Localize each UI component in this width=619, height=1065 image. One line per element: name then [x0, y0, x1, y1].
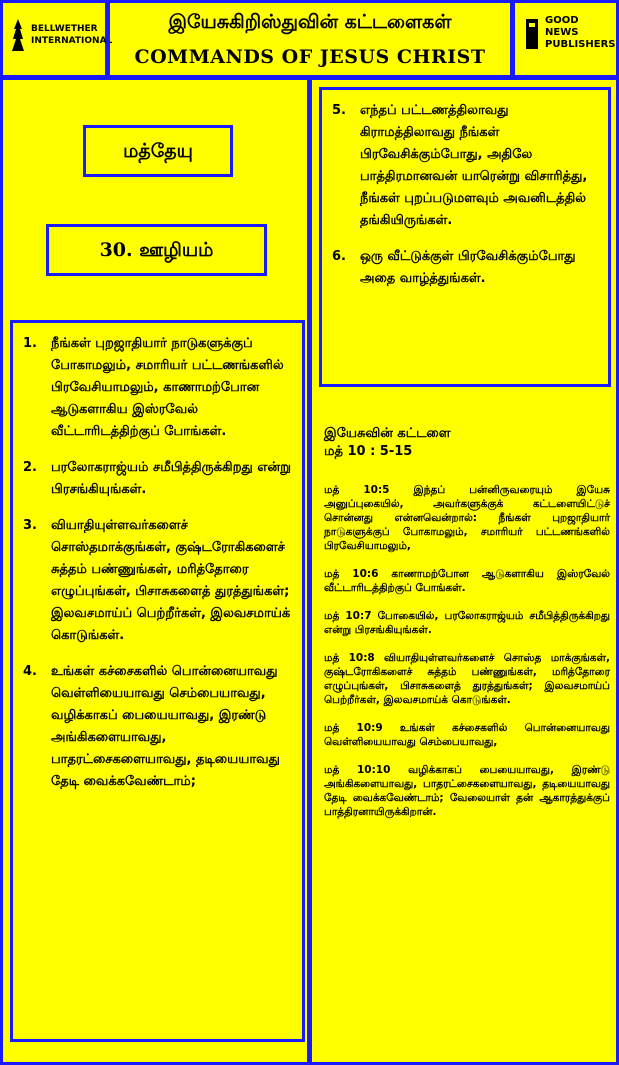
verse-text: மத் 10:6 காணாமற்போன ஆடுகளாகிய இஸ்ரவேல் வீட்டாரிடத்திற்குப் போங்கள்.: [324, 568, 610, 594]
command-item: 2. பரலோகராஜ்யம் சமீபித்திருக்கிறது என்று பிரசங்கியுங்கள்.: [23, 460, 291, 497]
verse-text: மத் 10:10 வழிக்காகப் பையையாவது, இரண்டு அங்கிகளையாவது, பாதரட்சைகளையாவது, தடியையாவது தேடி வைக்கவேண்டாம்; வேலையாள் தன் ஆகாரத்துக்குப் பாத்திரனாயிருக்கிறான்.: [324, 764, 610, 818]
command-item: 6. ஒரு வீட்டுக்குள் பிரவேசிக்கும்போது அதை வாழ்த்துங்கள்.: [332, 249, 576, 286]
command-item: 3. வியாதியுள்ளவர்களைச் சொஸ்தமாக்குங்கள், குஷ்டரோகிகளைச் சுத்தம் பண்ணுங்கள், மரித்தோரை எழுப்புங்கள், பிசாசுகளைத் துரத்துங்கள்; இலவசமாய்ப் பெற்றீர்கள், இலவசமாய்க் கொடுங்கள்.: [23, 518, 291, 643]
bellwether-logo-text: BELLWETHER INTERNATIONAL: [31, 24, 113, 46]
commands-list-left: [10, 320, 305, 1042]
verse-text: மத் 10:7 போகையில், பரலோகராஜ்யம் சமீபித்திருக்கிறது என்று பிரசங்கியுங்கள்.: [324, 610, 610, 636]
verse-text: மத் 10:9 உங்கள் கச்சைகளில் பொன்னையாவது வெள்ளியையாவது செம்பையாவது,: [324, 722, 610, 748]
left-column: [0, 77, 310, 1065]
scripture-reference: [324, 425, 610, 833]
section-title-text: 30. ஊழியம்: [99, 239, 214, 261]
title-english: COMMANDS OF JESUS CHRIST: [134, 46, 486, 68]
book-title-text: மத்தேயு: [123, 140, 193, 162]
bellwether-logo-icon: [9, 17, 27, 53]
good-news-logo: [512, 0, 619, 78]
good-news-logo-icon: [523, 15, 541, 51]
reference-heading: இயேசுவின் கட்டளை: [324, 426, 451, 441]
verse-text: மத் 10:8 வியாதியுள்ளவர்களைச் சொஸ்த மாக்குங்கள், குஷ்டரோகிகளைச் சுத்தம் பண்ணுங்கள், மரித்தோரை எழுப்புங்கள், பிசாசுகளைத் துரத்துங்கள்; இலவசமாய்ப் பெற்றீர்கள், இலவசமாய்க் கொடுங்கள்.: [324, 652, 610, 706]
command-item: 4. உங்கள் கச்சைகளில் பொன்னையாவது வெள்ளியையாவது செம்பையாவது, வழிக்காகப் பையையாவது, இரண்டு அங்கிகளையாவது, பாதரட்சைகளையாவது, தடியையாவது தேடி வைக்கவேண்டாம்;: [23, 664, 280, 789]
title-tamil: இயேசுகிறிஸ்துவின் கட்டளைகள்: [168, 11, 452, 33]
right-column: [309, 77, 619, 1065]
command-item: 5. எந்தப் பட்டணத்திலாவது கிராமத்திலாவது நீங்கள் பிரவேசிக்கும்போது, அதிலே பாத்திரமானவன் யாரென்று விசாரித்து, நீங்கள் புறப்படுமளவும் அவனிடத்தில் தங்கியிருங்கள்.: [332, 103, 588, 228]
page-header: [107, 0, 513, 78]
verse-text: மத் 10:5 இந்தப் பன்னிருவரையும் இயேசு அனுப்புகையில், அவர்களுக்குக் கட்டளையிட்டுச் சொன்னது என்னவென்றால்: நீங்கள் புறஜாதியார் நாடுகளுக்குப் போகாமலும், சமாரியர் பட்டணங்களில் பிரவேசியாமலும்,: [324, 484, 610, 552]
book-title: [83, 125, 233, 177]
command-item: 1. நீங்கள் புறஜாதியார் நாடுகளுக்குப் போகாமலும், சமாரியர் பட்டணங்களில் பிரவேசியாமலும், காணாமற்போன ஆடுகளாகிய இஸ்ரவேல் வீட்டாரிடத்திற்குப் போங்கள்.: [23, 336, 284, 439]
reference-range: மத் 10 : 5-15: [324, 444, 413, 459]
good-news-logo-text: GOOD NEWS PUBLISHERS: [545, 15, 616, 50]
bellwether-logo: [0, 0, 113, 78]
commands-list-right: [319, 87, 611, 387]
section-title: [46, 224, 267, 276]
